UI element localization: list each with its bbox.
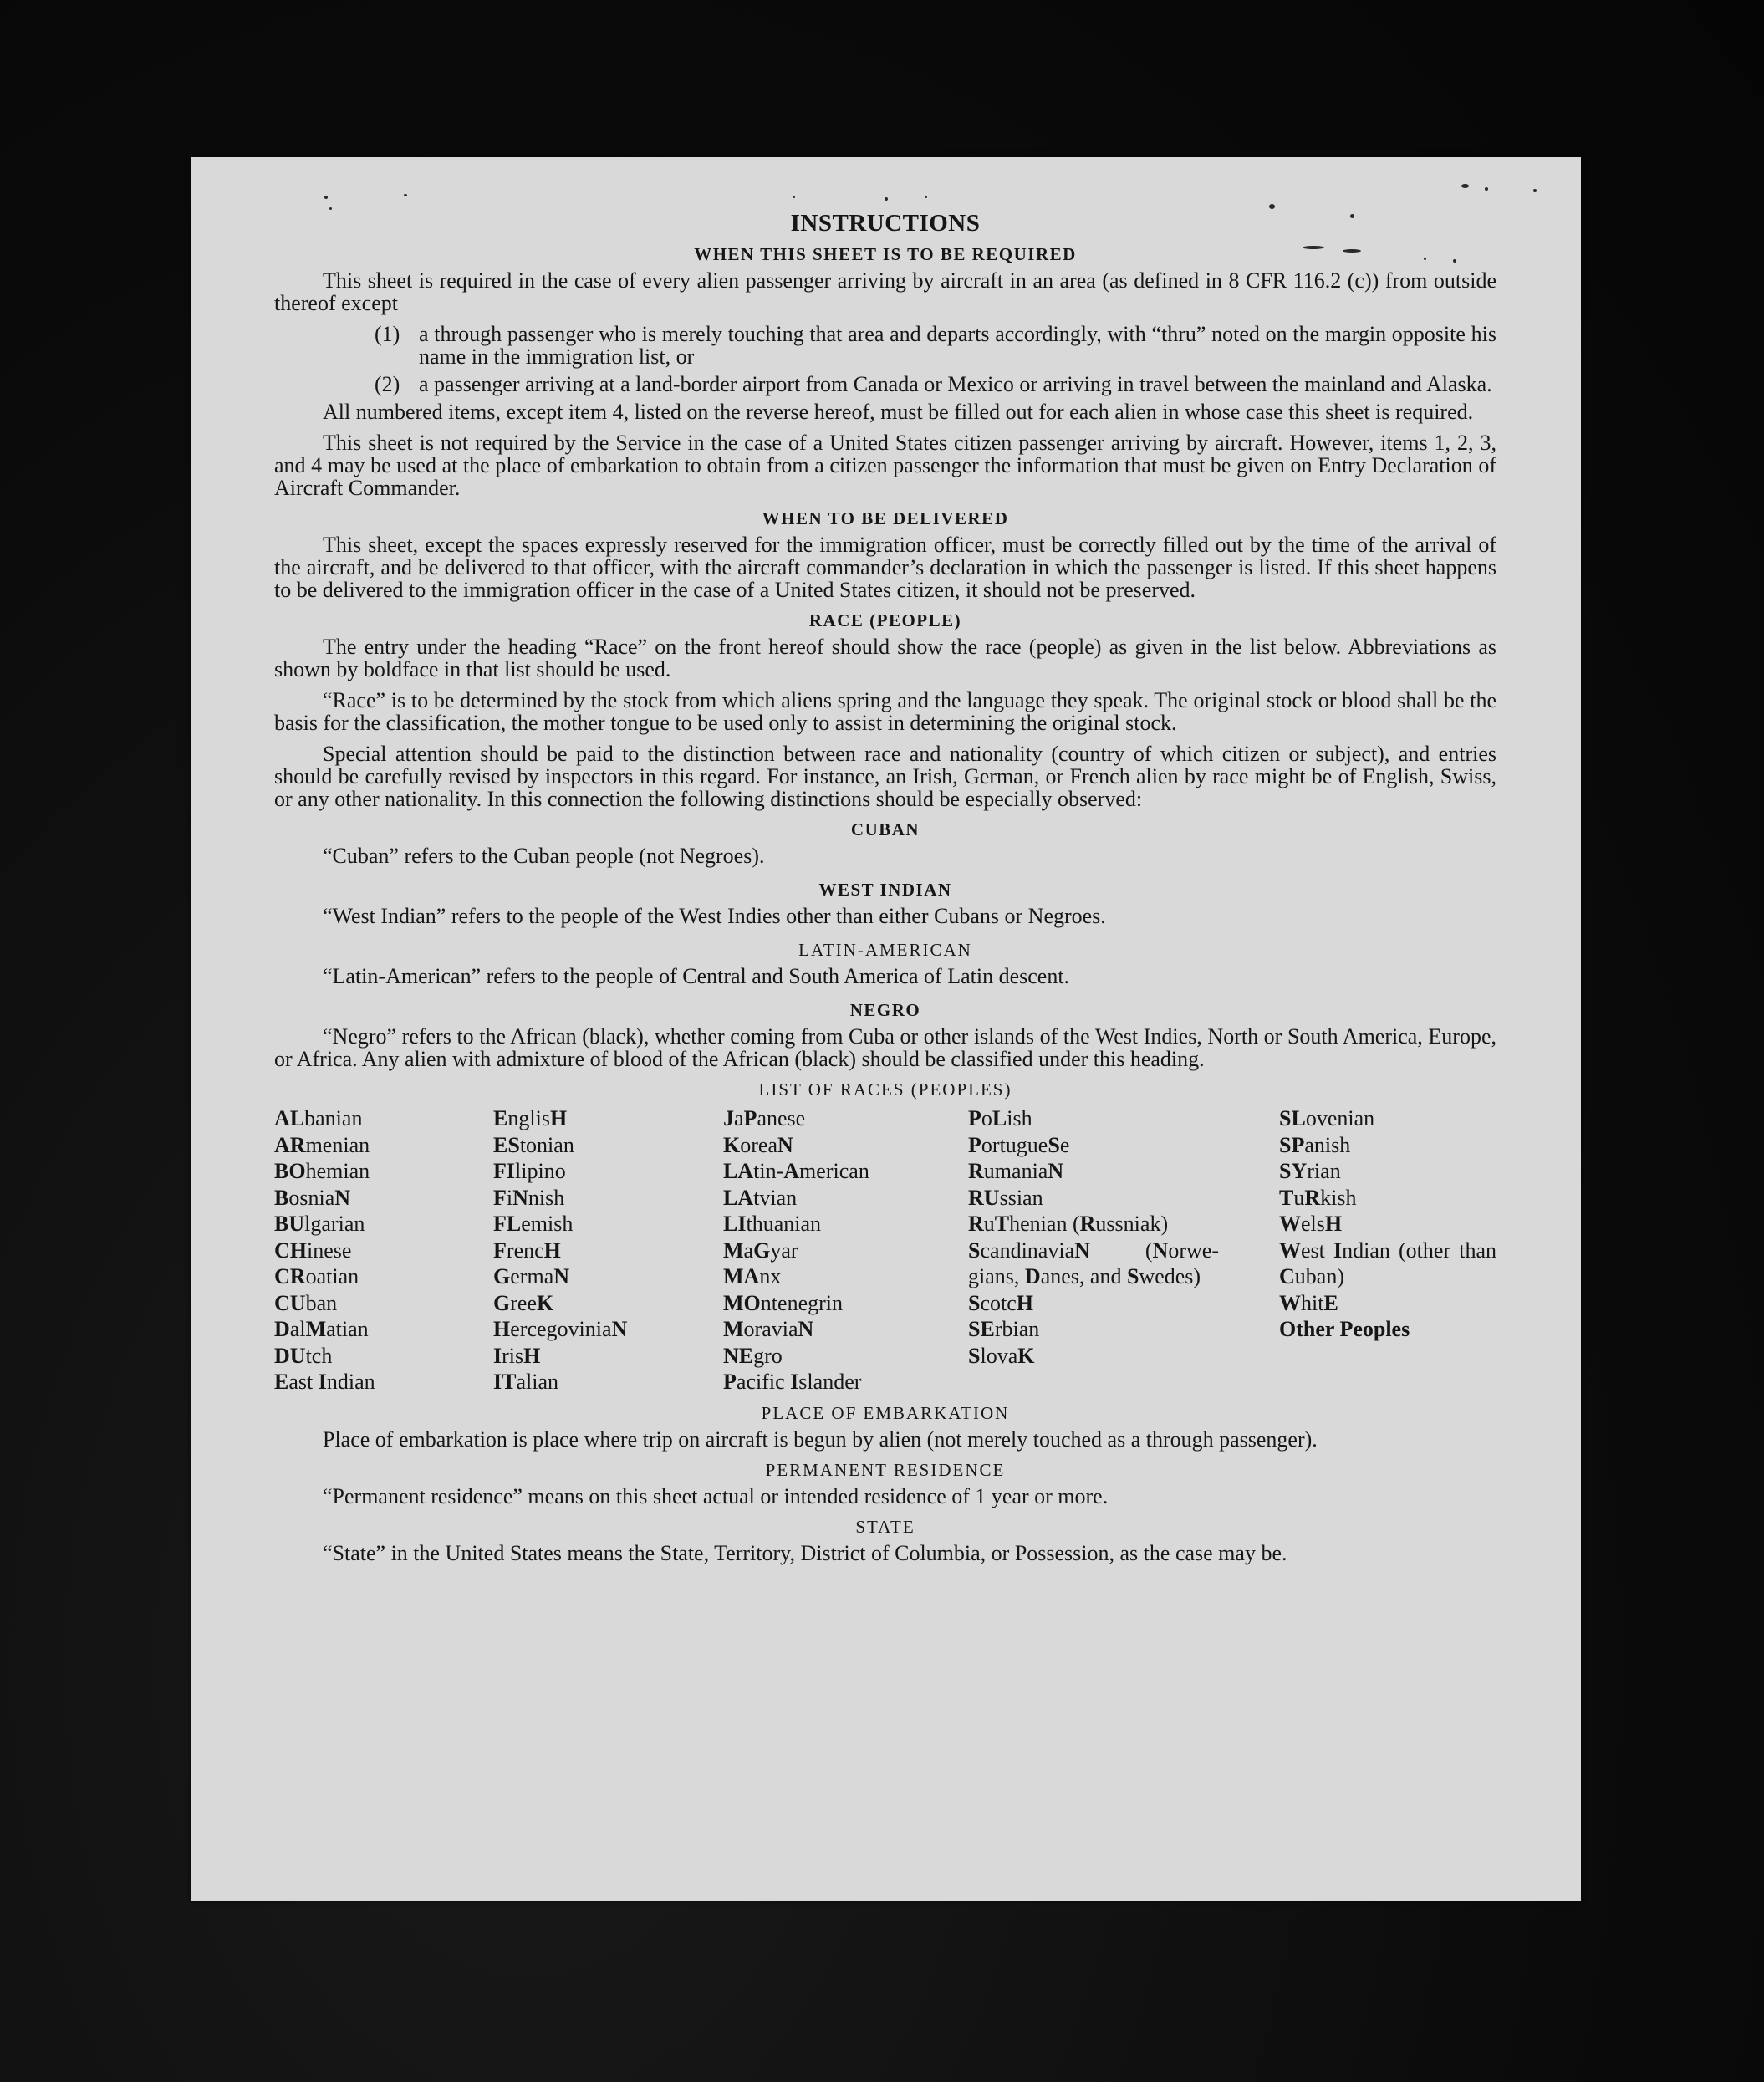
race-entry: LIthuanian [723,1212,822,1236]
numbered-item [274,373,1496,395]
paragraph: “Race” is to be determined by the stock from which aliens spring and the language they speak. The original stock or blood shall be the basis for the classification, the mother tongue to be used only to assist in determining the original stock. [274,688,1496,735]
race-entry: East Indian [274,1370,375,1394]
race-entry: FrencH [493,1237,561,1263]
race-entry: SPanish [1279,1132,1351,1157]
race-entry: FLemish [493,1212,574,1236]
races-column-2 [493,1105,723,1396]
race-entry: RumaniaN [968,1159,1064,1183]
race-entry: EnglisH [493,1106,568,1130]
race-entry: GreeK [493,1290,554,1315]
race-entry: PortugueSe [968,1132,1070,1157]
race-entry: FIlipino [493,1159,566,1183]
race-entry: WelsH [1279,1212,1343,1236]
item-number: (2) [375,372,400,396]
heading-latin-american: LATIN-AMERICAN [798,940,972,960]
race-entry: KoreaN [723,1132,793,1157]
paragraph: This sheet is required in the case of every alien passenger arriving by aircraft in an area (as defined in 8 CFR 116.2 (c)) from outside thereof except [274,268,1496,315]
heading-when-required: WHEN THIS SHEET IS TO BE REQUIRED [694,244,1077,264]
race-entry: ITalian [493,1370,559,1394]
heading-west-indian: WEST INDIAN [818,880,952,900]
race-entry: CUban [274,1290,338,1315]
race-entry: IrisH [493,1343,541,1368]
paragraph: Special attention should be paid to the distinction between race and nationality (country of which citizen or subject), and entries should be carefully revised by inspectors in this regard. For instance, an Irish, German, or French alien by race might be of English, Swiss, or any other nationality. In this connection the following distinctions should be especially observed: [274,742,1496,811]
race-entry: WhitE [1279,1290,1338,1315]
paragraph: Place of embarkation is place where trip on aircraft is begun by alien (not merely touched as a through passenger). [323,1426,1318,1452]
race-entry: MOntenegrin [723,1290,844,1315]
race-entry: DUtch [274,1343,333,1368]
heading-negro: NEGRO [849,1000,921,1020]
race-entry: MaGyar [723,1237,798,1263]
item-text: a passenger arriving at a land-border airport from Canada or Mexico or arriving in travel between the mainland and Alaska. [419,372,1492,396]
definition-text: “Latin-American” refers to the people of Central and South America of Latin descent. [323,964,1070,988]
heading-cuban: CUBAN [850,819,920,839]
heading-state: STATE [855,1516,915,1537]
race-entry: RUssian [968,1185,1043,1210]
paragraph: “Permanent residence” means on this sheet actual or intended residence of 1 year or more. [323,1483,1109,1508]
race-entry: CRoatian [274,1264,359,1288]
heading-list-of-races: LIST OF RACES (PEOPLES) [758,1079,1012,1100]
races-column-4 [968,1105,1279,1396]
race-entry: ALbanian [274,1106,363,1130]
races-column-5 [1279,1105,1496,1396]
page-title: INSTRUCTIONS [790,210,981,237]
race-entry: EStonian [493,1132,574,1157]
paragraph: “State” in the United States means the State, Territory, District of Columbia, or Possession, as the case may be. [323,1540,1287,1565]
heading-when-delivered: WHEN TO BE DELIVERED [762,508,1009,528]
paragraph: This sheet, except the spaces expressly reserved for the immigration officer, must be correctly filled out by the time of the arrival of the aircraft, and be delivered to that officer, with the aircraft commander’s declaration in which the passenger is listed. If this sheet happens to be delivered to the immigration officer in the case of a United States citizen, it should not be preserved. [274,533,1496,602]
race-entry: FiNnish [493,1185,565,1210]
paragraph: “Negro” refers to the African (black), whether coming from Cuba or other islands of the West Indies, North or South America, Europe, or Africa. Any alien with admixture of blood of the African (black) should be classified under this heading. [274,1024,1496,1071]
race-entry: ARmenian [274,1132,370,1157]
document-page [191,157,1581,1901]
race-entry: MoraviaN [723,1317,814,1341]
heading-race: RACE (PEOPLE) [808,610,962,630]
instructions-content [274,212,1496,1573]
race-entry: NEgro [723,1343,783,1368]
race-entry: MAnx [723,1264,782,1288]
race-entry: BUlgarian [274,1212,365,1236]
races-list [274,1105,1496,1396]
race-entry: TuRkish [1279,1185,1357,1210]
paragraph: This sheet is not required by the Service in the case of a United States citizen passenger arriving by aircraft. However, items 1, 2, 3, and 4 may be used at the place of embarkation to obtain from a citizen passenger the information that must be given on Entry Declaration of Aircraft Commander. [274,431,1496,500]
race-entry: GermaN [493,1264,570,1288]
race-entry: JaPanese [723,1106,806,1130]
race-entry: SlovaK [968,1343,1035,1368]
races-column-3 [723,1105,968,1396]
race-entry: RuThenian (Russniak) [968,1212,1169,1236]
race-entry: West Indian (other than Cuban) [1279,1237,1496,1288]
item-text: a through passenger who is merely touching that area and departs accordingly, with “thru” noted on the margin opposite his name in the immigration list, or [419,322,1496,369]
heading-permanent-residence: PERMANENT RESIDENCE [765,1459,1006,1480]
heading-place-of-embarkation: PLACE OF EMBARKATION [761,1402,1010,1423]
race-entry: Other Peoples [1279,1317,1410,1341]
numbered-item [274,323,1496,368]
item-number: (1) [375,322,400,346]
race-entry: BOhemian [274,1159,370,1183]
definition-text: “West Indian” refers to the people of the West Indies other than either Cubans or Negroes. [323,904,1106,928]
race-entry: BosniaN [274,1185,351,1210]
race-entry: LAtin-American [723,1159,869,1183]
race-entry: PoLish [968,1106,1032,1130]
race-entry: SYrian [1279,1159,1341,1183]
race-entry: ScotcH [968,1290,1034,1315]
paragraph: All numbered items, except item 4, listed on the reverse hereof, must be filled out for each alien in whose case this sheet is required. [323,400,1474,424]
race-entry: SLovenian [1279,1106,1375,1130]
race-entry: HercegoviniaN [493,1317,628,1341]
race-entry: Pacific Islander [723,1370,862,1394]
race-entry: ScandinaviaN (Norwe-gians, Danes, and Swedes) [968,1237,1219,1288]
race-entry: CHinese [274,1237,352,1263]
race-entry: LAtvian [723,1185,798,1210]
race-entry: SErbian [968,1317,1040,1341]
definition-text: “Cuban” refers to the Cuban people (not Negroes). [323,844,765,868]
races-column-1 [274,1105,493,1396]
race-entry: DalMatian [274,1317,369,1341]
paragraph: The entry under the heading “Race” on the front hereof should show the race (people) as given in the list below. Abbreviations as shown by boldface in that list should be used. [274,635,1496,681]
